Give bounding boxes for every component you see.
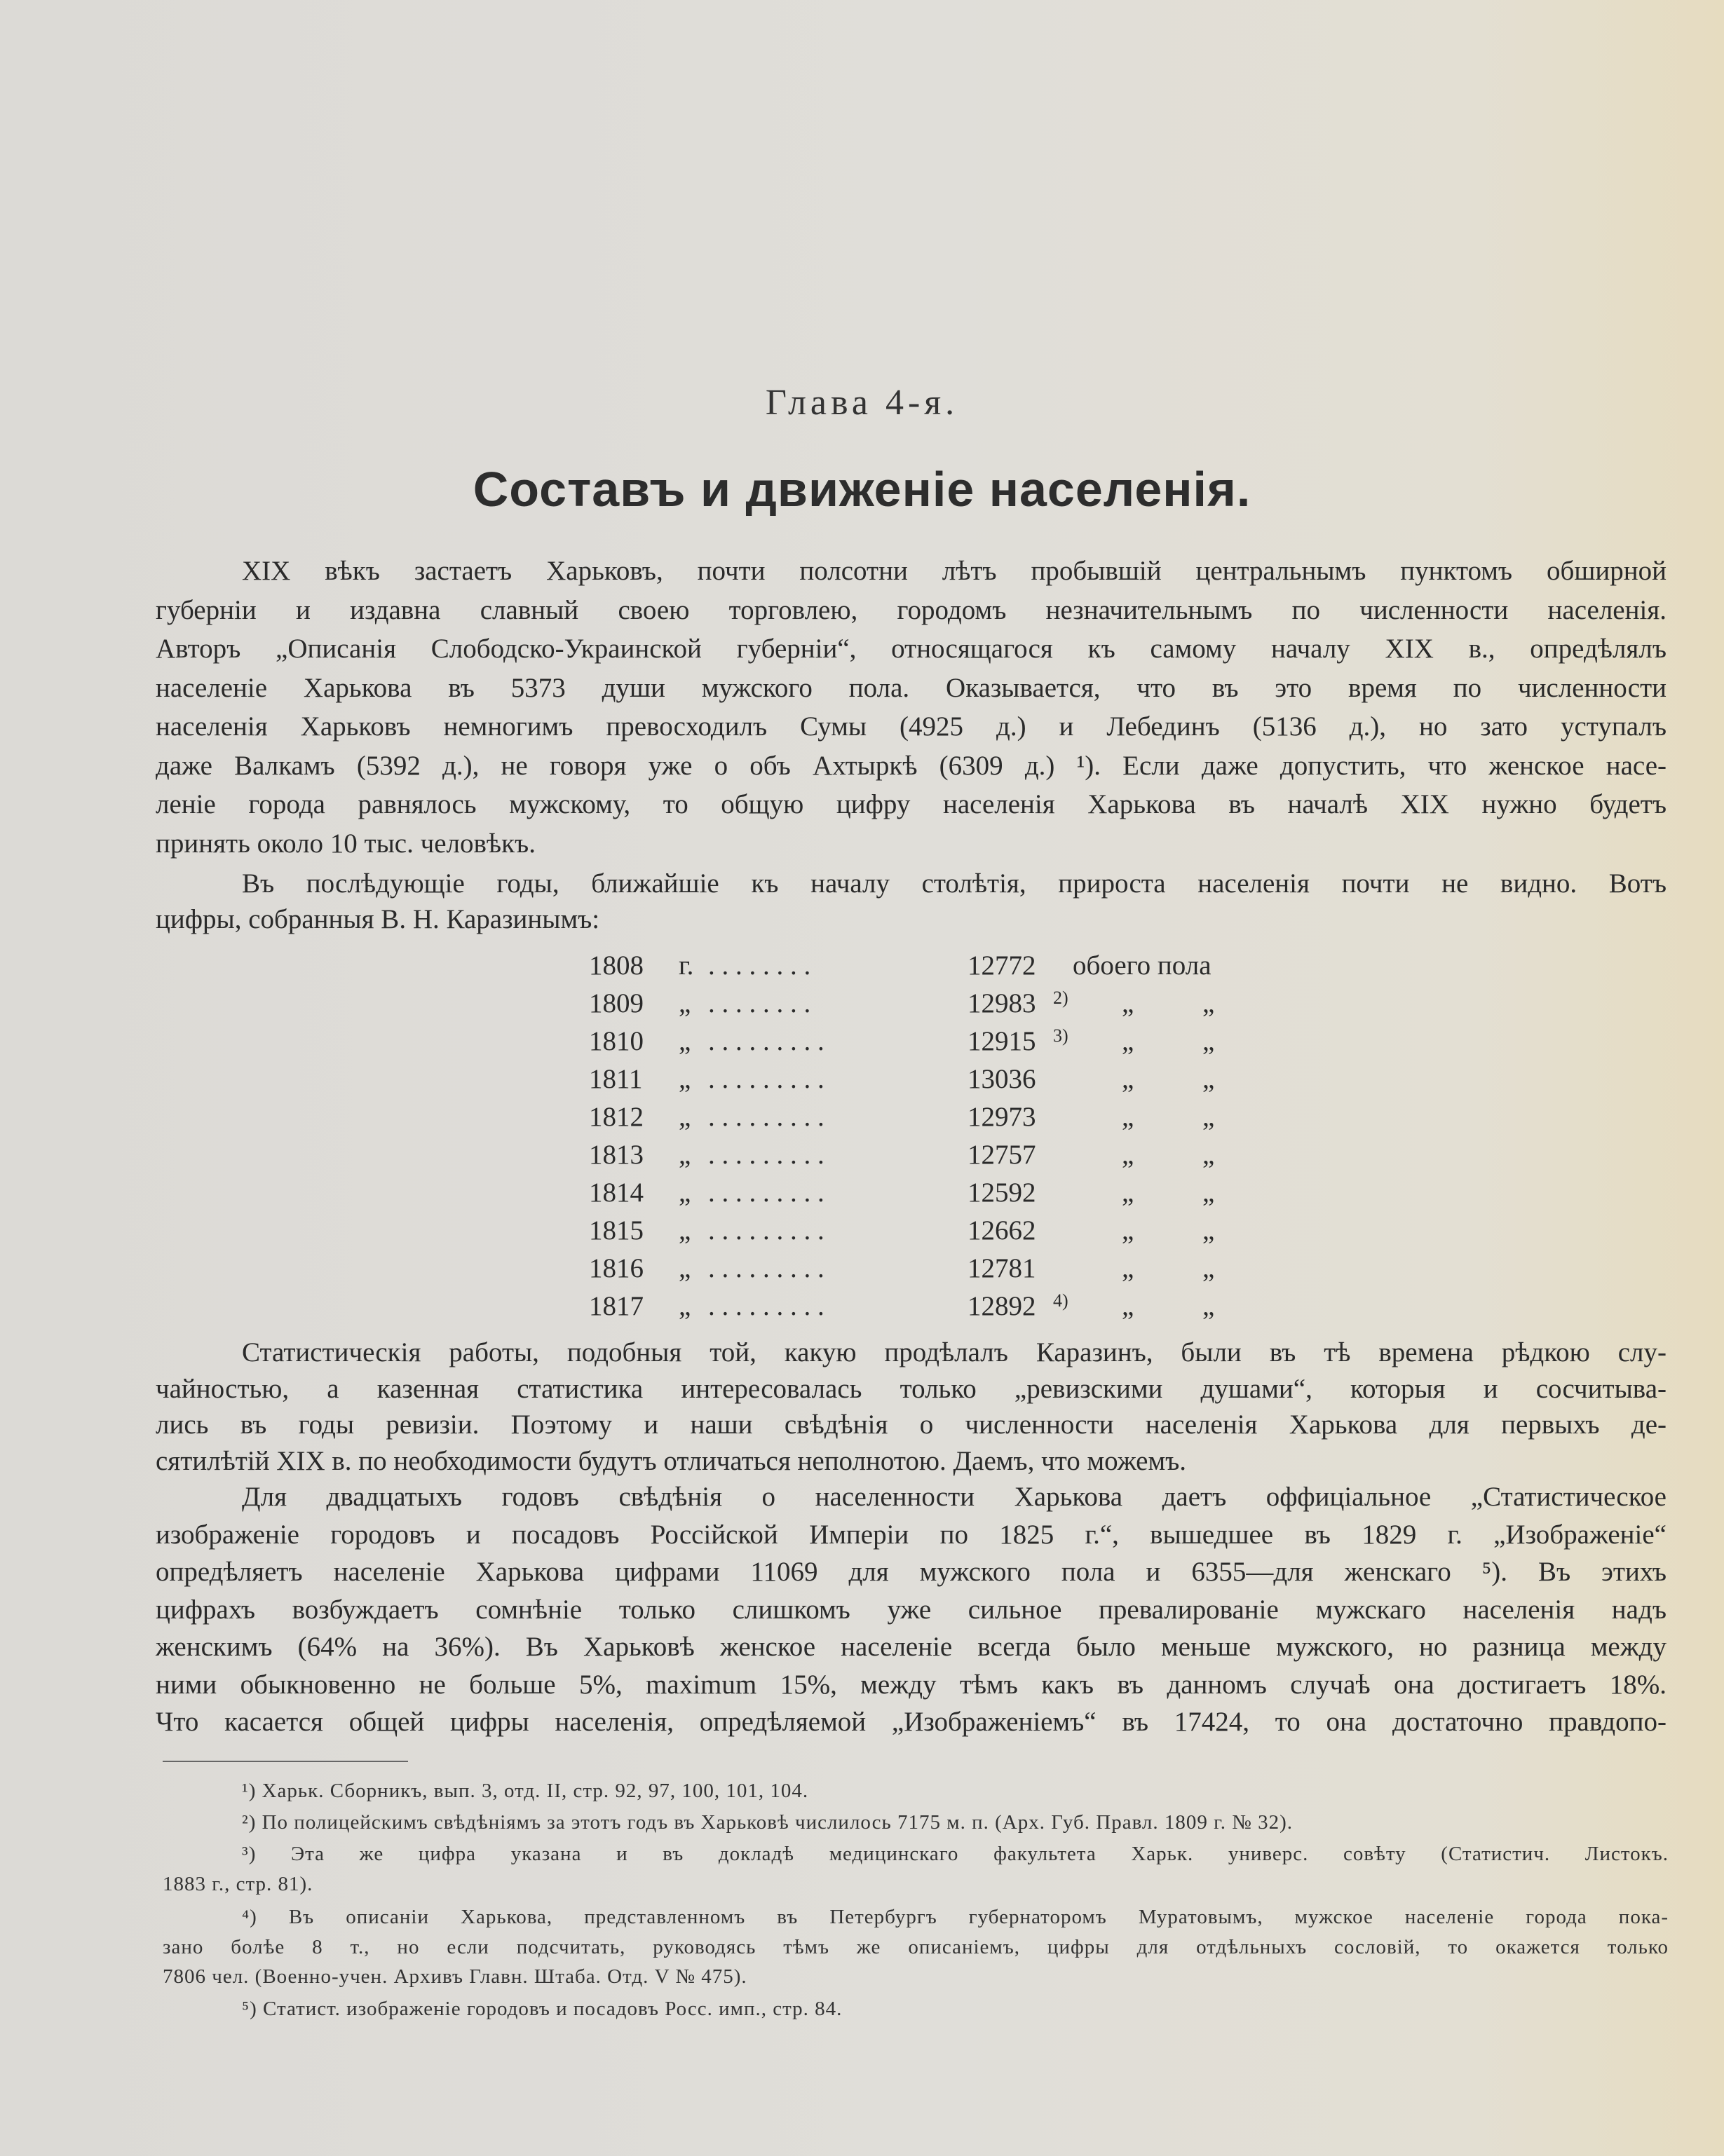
table-tail: „ — [1202, 1026, 1215, 1056]
table-tail: „ — [1122, 1253, 1134, 1283]
table-value: 12781 — [968, 1253, 1036, 1283]
table-dots: . . . . . . . . . — [708, 1064, 824, 1094]
table-year: 1815 — [589, 1215, 644, 1246]
footnote-line: 7806 чел. (Военно-учен. Архивъ Главн. Штаба. Отд. V № 475). — [163, 1965, 747, 1988]
table-value: 12592 — [968, 1178, 1036, 1208]
table-mark: „ — [679, 1291, 691, 1321]
table-mark: „ — [679, 1064, 691, 1094]
table-tail: „ — [1122, 1140, 1134, 1170]
paragraph-line: лись въ годы ревизіи. Поэтому и наши свѣдѣнія о численности населенія Харькова для первыхъ де- — [156, 1410, 1667, 1440]
table-tail: „ — [1122, 1215, 1134, 1246]
table-value: 12973 — [968, 1102, 1036, 1132]
table-mark: „ — [679, 1102, 691, 1132]
table-value: 13036 — [968, 1064, 1036, 1094]
table-dots: . . . . . . . . . — [708, 1140, 824, 1170]
table-year: 1811 — [589, 1064, 643, 1094]
footnote-line: ⁵) Статист. изображеніе городовъ и посадовъ Росс. имп., стр. 84. — [242, 1998, 843, 2020]
paragraph-line: чайностью, а казенная статистика интересовалась только „ревизскими душами“, которыя и сосчитыва- — [156, 1373, 1667, 1404]
table-mark: „ — [679, 1140, 691, 1170]
chapter-title: Составъ и движеніе населенія. — [473, 462, 1251, 517]
table-value: 12772 — [968, 950, 1036, 981]
table-tail: „ — [1202, 1178, 1215, 1208]
paragraph-line: губерніи и издавна славный своею торговлею, городомъ незначительнымъ по численности населенія. — [156, 594, 1667, 625]
table-dots: . . . . . . . . . — [708, 1026, 824, 1056]
table-year: 1816 — [589, 1253, 644, 1283]
table-dots: . . . . . . . . . — [708, 1215, 824, 1246]
footnote-line: ²) По полицейскимъ свѣдѣніямъ за этотъ годъ въ Харьковѣ числилось 7175 м. п. (Арх. Губ. Правл. 1809 г. № 32). — [242, 1811, 1294, 1834]
footnote-ref: 2) — [1053, 988, 1068, 1008]
table-value: 12983 — [968, 988, 1036, 1018]
table-tail: обоего пола — [1073, 950, 1211, 981]
table-tail: „ — [1202, 1215, 1215, 1246]
table-value: 12757 — [968, 1140, 1036, 1170]
footnote-line: ⁴) Въ описаніи Харькова, представленномъ въ Петербургъ губернаторомъ Муратовымъ, мужское населеніе города пока- — [242, 1906, 1669, 1928]
paragraph-line: цифрахъ возбуждаетъ сомнѣніе только слишкомъ уже сильное превалированіе мужскаго населенія надъ — [156, 1594, 1667, 1625]
table-dots: . . . . . . . . . — [708, 1291, 824, 1321]
table-mark: г. — [679, 950, 694, 981]
table-tail: „ — [1202, 1291, 1215, 1321]
paragraph-line: населеніе Харькова въ 5373 души мужского пола. Оказывается, что въ это время по численности — [156, 672, 1667, 703]
paragraph-line: Статистическія работы, подобныя той, какую продѣлалъ Каразинъ, были въ тѣ времена рѣдкою слу- — [242, 1337, 1667, 1367]
footnote-line: 1883 г., стр. 81). — [163, 1873, 313, 1895]
table-value: 12892 — [968, 1291, 1036, 1321]
paragraph-line: цифры, собранныя В. Н. Каразинымъ: — [156, 904, 600, 934]
paragraph-line: Для двадцатыхъ годовъ свѣдѣнія о населенности Харькова даетъ оффиціальное „Статистическое — [242, 1482, 1667, 1512]
footnote-divider — [163, 1761, 408, 1762]
paragraph-line: принять около 10 тыс. человѣкъ. — [156, 828, 536, 859]
table-mark: „ — [679, 1178, 691, 1208]
table-year: 1812 — [589, 1102, 644, 1132]
table-dots: . . . . . . . . . — [708, 1102, 824, 1132]
paragraph-line: Что касается общей цифры населенія, опредѣляемой „Изображеніемъ“ въ 17424, то она достаточно правдопо- — [156, 1707, 1667, 1737]
table-year: 1813 — [589, 1140, 644, 1170]
table-dots: . . . . . . . . . — [708, 1253, 824, 1283]
paragraph-line: XIX вѣкъ застаетъ Харьковъ, почти полсотни лѣтъ пробывшій центральнымъ пунктомъ обширной — [242, 556, 1667, 586]
table-tail: „ — [1202, 1102, 1215, 1132]
paragraph-line: Въ послѣдующіе годы, ближайшіе къ началу столѣтія, прироста населенія почти не видно. Вотъ — [242, 868, 1667, 899]
footnote-line: ¹) Харьк. Сборникъ, вып. 3, отд. II, стр. 92, 97, 100, 101, 104. — [242, 1780, 809, 1802]
paragraph-line: женскимъ (64% на 36%). Въ Харьковѣ женское населеніе всегда было меньше мужского, но разница между — [156, 1632, 1667, 1662]
table-year: 1817 — [589, 1291, 644, 1321]
footnote-line: зано болѣе 8 т., но если подсчитать, руководясь тѣмъ же описаніемъ, цифры для отдѣльныхъ сословій, то окажется только — [163, 1936, 1669, 1958]
table-tail: „ — [1122, 1064, 1134, 1094]
table-tail: „ — [1202, 988, 1215, 1018]
footnote-ref: 4) — [1053, 1290, 1068, 1311]
paragraph-line: опредѣляетъ населеніе Харькова цифрами 11069 для мужского пола и 6355—для женскаго ⁵). Въ этихъ — [156, 1557, 1667, 1587]
table-dots: . . . . . . . . . — [708, 1178, 824, 1208]
table-tail: „ — [1202, 1064, 1215, 1094]
table-tail: „ — [1122, 988, 1134, 1018]
paragraph-line: леніе города равнялось мужскому, то общую цифру населенія Харькова въ началѣ XIX нужно будетъ — [156, 789, 1667, 819]
table-tail: „ — [1202, 1253, 1215, 1283]
table-dots: . . . . . . . . — [708, 988, 811, 1018]
table-dots: . . . . . . . . — [708, 950, 811, 981]
table-tail: „ — [1122, 1291, 1134, 1321]
table-mark: „ — [679, 1253, 691, 1283]
paragraph-line: изображеніе городовъ и посадовъ Россійской Имперіи по 1825 г.“, вышедшее въ 1829 г. „Изображеніе“ — [156, 1519, 1667, 1550]
paragraph-line: сятилѣтій XIX в. по необходимости будутъ отличаться неполнотою. Даемъ, что можемъ. — [156, 1445, 1187, 1476]
table-tail: „ — [1122, 1178, 1134, 1208]
table-mark: „ — [679, 1026, 691, 1056]
paragraph-line: населенія Харьковъ немногимъ превосходилъ Сумы (4925 д.) и Лебединъ (5136 д.), но зато уступалъ — [156, 711, 1667, 742]
table-year: 1808 — [589, 950, 644, 981]
table-year: 1810 — [589, 1026, 644, 1056]
paragraph-line: ними обыкновенно не больше 5%, maximum 15%, между тѣмъ какъ въ данномъ случаѣ она достигаетъ 18%. — [156, 1669, 1667, 1700]
table-year: 1814 — [589, 1178, 644, 1208]
footnote-line: ³) Эта же цифра указана и въ докладѣ медицинскаго факультета Харьк. универс. совѣту (Статистич. Листокъ. — [242, 1843, 1669, 1865]
table-value: 12915 — [968, 1026, 1036, 1056]
table-mark: „ — [679, 1215, 691, 1246]
table-mark: „ — [679, 988, 691, 1018]
table-year: 1809 — [589, 988, 644, 1018]
chapter-heading: Глава 4-я. — [765, 383, 959, 423]
table-tail: „ — [1202, 1140, 1215, 1170]
paragraph-line: Авторъ „Описанія Слободско-Украинской губерніи“, относящагося къ самому началу XIX в., опредѣлялъ — [156, 634, 1667, 664]
footnote-ref: 3) — [1053, 1025, 1068, 1046]
paragraph-line: даже Валкамъ (5392 д.), не говоря уже о объ Ахтыркѣ (6309 д.) ¹). Если даже допустить, что женское насе- — [156, 750, 1667, 781]
table-tail: „ — [1122, 1026, 1134, 1056]
table-tail: „ — [1122, 1102, 1134, 1132]
table-value: 12662 — [968, 1215, 1036, 1246]
